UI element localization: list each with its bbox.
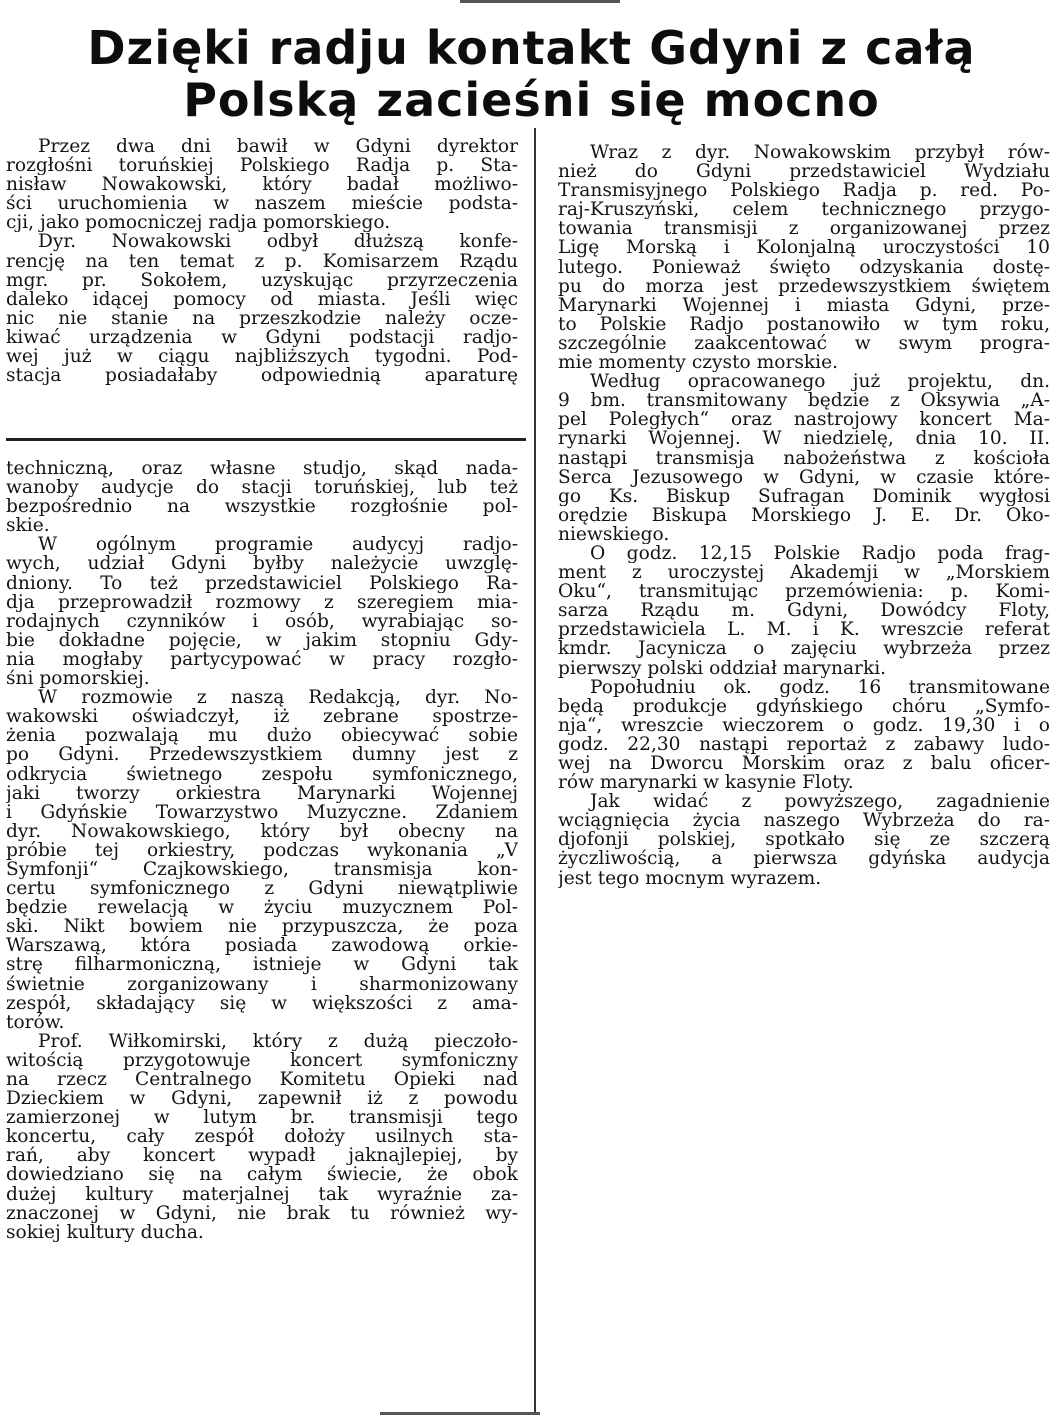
text-line: Ligę Morską i Kolonjalną uroczystości 10 xyxy=(558,238,1050,258)
text-line: szczególnie zaakcentować w swym progra- xyxy=(558,333,1050,354)
text-line: Dyr. Nowakowski odbył dłuższą konfe- xyxy=(38,232,518,252)
column-divider xyxy=(534,128,536,1413)
text-line: Marynarki Wojennej i miasta Gdyni, prze- xyxy=(558,295,1050,315)
text-line: pel Poległych“ oraz nastrojowy koncert Ma- xyxy=(558,410,1050,430)
text-line: djofonji polskiej, spotkało się ze szczerą xyxy=(558,830,1050,850)
text-line: zespół, składający się w większości z ama- xyxy=(6,993,518,1013)
text-line: odkrycia świetnego zespołu symfonicznego, xyxy=(6,764,518,784)
text-line: orędzie Biskupa Morskiego J. E. Dr. Oko- xyxy=(558,505,1050,525)
left-column xyxy=(6,137,518,385)
text-line: pierwszy polski oddział marynarki. xyxy=(558,658,887,678)
text-line: Według opracowanego już projektu, dn. xyxy=(590,372,1050,392)
print-artifact xyxy=(380,1412,540,1415)
text-line: nież do Gdyni przedstawiciel Wydziału xyxy=(558,162,1050,182)
article-headline xyxy=(0,22,1063,126)
text-line: W ogólnym programie audycyj radjo- xyxy=(38,535,518,555)
text-line: jaki tworzy orkiestra Marynarki Wojennej xyxy=(6,783,518,803)
text-line: świetnie zorganizowany i sharmonizowany xyxy=(6,974,518,994)
text-line: Popołudniu ok. godz. 16 transmitowane xyxy=(590,677,1050,697)
text-line: Oku“, transmitując przemówienia: p. Komi- xyxy=(558,582,1050,602)
text-line: Dzieckiem w Gdyni, zapewnił iż z powodu xyxy=(6,1089,518,1109)
text-line: nic nie stanie na przeszkodzie należy ocze- xyxy=(6,308,518,328)
text-line: wanoby audycje do stacji toruńskiej, lub też xyxy=(6,478,518,498)
text-line: rodajnych czynników i osób, wyrabiając so- xyxy=(6,611,518,631)
text-line: wej na Dworcu Morskim oraz z balu oficer- xyxy=(558,754,1050,774)
text-line: sokiej kultury ducha. xyxy=(6,1222,204,1242)
text-line: rozgłośni toruńskiej Polskiego Radja p. Sta- xyxy=(6,156,518,176)
text-line: dja przeprowadził rozmowy z szeregiem mia- xyxy=(6,592,518,612)
right-column xyxy=(558,143,1050,888)
text-line: przedstawiciela L. M. i K. wreszcie referat xyxy=(558,620,1050,640)
left-column-bottom-block xyxy=(6,459,518,1242)
text-line: życzliwością, a pierwsza gdyńska audycja xyxy=(558,849,1050,869)
text-line: rów marynarki w kasynie Floty. xyxy=(558,773,854,793)
text-line: będą produkcje gdyńskiego chóru „Symfo- xyxy=(558,696,1050,716)
text-line: Wraz z dyr. Nowakowskim przybył rów- xyxy=(590,143,1050,163)
text-line: godz. 22,30 nastąpi reportaż z zabawy ludo- xyxy=(558,734,1050,754)
left-column-lower xyxy=(6,459,518,1242)
text-line: nastąpi transmisja nabożeństwa z kościoła xyxy=(558,448,1050,468)
text-line: techniczną, oraz własne studjo, skąd nada- xyxy=(6,459,518,479)
text-line: bie dokładne pojęcie, w jakim stopniu Gdy- xyxy=(6,630,518,650)
text-line: mgr. pr. Sokołem, uzyskując przyrzeczenia xyxy=(6,270,518,290)
text-line: dowiedziano się na całym świecie, że obok xyxy=(6,1165,518,1185)
text-line: nia mogłaby partycypować w pracy rozgło- xyxy=(6,649,518,670)
text-line: na rzecz Centralnego Komitetu Opieki nad xyxy=(6,1070,518,1090)
right-column-block xyxy=(558,143,1050,888)
text-line: pu do morza jest przedewszystkiem świętem xyxy=(558,276,1050,296)
text-line: rynarki Wojennej. W niedzielę, dnia 10. II. xyxy=(558,429,1050,449)
text-line: lutego. Ponieważ święto odzyskania dostę- xyxy=(558,257,1050,277)
text-line: sarza Rządu m. Gdyni, Dowódcy Floty, xyxy=(558,601,1050,621)
text-line: go Ks. Biskup Sufragan Dominik wygłosi xyxy=(558,486,1050,506)
text-line: kmdr. Jacynicza o zajęciu wybrzeża przez xyxy=(558,639,1050,659)
text-line: Prof. Wiłkomirski, który z dużą pieczoło- xyxy=(38,1031,518,1051)
text-line: znaczonej w Gdyni, nie brak tu również wy- xyxy=(6,1203,518,1223)
text-line: Warszawą, która posiada zawodową orkie- xyxy=(6,936,518,956)
text-line: daleko idącej pomocy od miasta. Jeśli więc xyxy=(6,289,518,309)
text-line: to Polskie Radjo postanowiło w tym roku, xyxy=(558,314,1050,334)
text-line: wych, udział Gdyni byłby należycie uwzglę- xyxy=(6,554,518,574)
print-artifact xyxy=(460,0,620,3)
left-column-top-block xyxy=(6,137,518,385)
text-line: Transmisyjnego Polskiego Radja p. red. Po- xyxy=(558,181,1050,201)
text-line: Jak widać z powyższego, zagadnienie xyxy=(590,792,1050,812)
headline-line-2: Polską zacieśni się mocno xyxy=(183,73,880,127)
text-line: witością przygotowuje koncert symfoniczny xyxy=(6,1050,518,1070)
text-line: śni pomorskiej. xyxy=(6,669,150,689)
text-line: strę filharmoniczną, istnieje w Gdyni tak xyxy=(6,955,518,975)
text-line: próbie tej orkiestry, podczas wykonania „V xyxy=(6,840,518,860)
text-line: wciągnięcia życia naszego Wybrzeża do ra- xyxy=(558,811,1050,831)
text-line: 9 bm. transmitowany będzie z Oksywia „A- xyxy=(558,391,1050,411)
text-line: rań, aby koncert wypadł jaknajlepiej, by xyxy=(6,1146,518,1166)
text-line: koncertu, cały zespół dołoży usilnych sta- xyxy=(6,1127,518,1147)
text-line: dyr. Nowakowskiego, który był obecny na xyxy=(6,821,518,841)
text-line: towania transmisji z organizowanej przez xyxy=(558,219,1050,239)
text-line: Serca Jezusowego w Gdyni, w czasie które- xyxy=(558,467,1050,487)
text-line: zamierzonej w lutym br. transmisji tego xyxy=(6,1108,518,1128)
text-line: ment z uroczystej Akademji w „Morskiem xyxy=(558,563,1050,583)
text-line: raj-Kruszyński, celem technicznego przygo- xyxy=(558,200,1050,220)
text-line: po Gdyni. Przedewszystkiem dumny jest z xyxy=(6,745,518,765)
text-line: O godz. 12,15 Polskie Radjo poda frag- xyxy=(590,543,1050,564)
text-line: Przez dwa dni bawił w Gdyni dyrektor xyxy=(38,137,518,157)
headline-line-1: Dzięki radju kontakt Gdyni z całą xyxy=(87,21,976,75)
text-line: dużej kultury materjalnej tak wyraźnie za- xyxy=(6,1184,518,1204)
column-separator-rule xyxy=(6,438,526,441)
text-line: niewskiego. xyxy=(558,524,670,544)
text-line: torów. xyxy=(6,1012,65,1032)
text-line: będzie rewelacją w życiu muzycznem Pol- xyxy=(6,898,518,918)
text-line: rencję na ten temat z p. Komisarzem Rządu xyxy=(6,251,518,271)
text-line: cji, jako pomocniczej radja pomorskiego. xyxy=(6,213,391,233)
text-line: certu symfonicznego z Gdyni niewątpliwie xyxy=(6,879,518,899)
text-line: bezpośrednio na wszystkie rozgłośnie pol- xyxy=(6,497,518,517)
text-line: ski. Nikt bowiem nie przypuszcza, że poza xyxy=(6,917,518,937)
text-line: nja“, wreszcie wieczorem o godz. 19,30 i o xyxy=(558,715,1050,735)
text-line: W rozmowie z naszą Redakcją, dyr. No- xyxy=(38,688,518,708)
text-line: i Gdyńskie Towarzystwo Muzyczne. Zdaniem xyxy=(6,802,518,822)
text-line: wej już w ciągu najbliższych tygodni. Pod- xyxy=(6,347,518,367)
text-line: skie. xyxy=(6,516,50,536)
text-line: jest tego mocnym wyrazem. xyxy=(558,868,822,888)
text-line: Symfonji“ Czajkowskiego, transmisja kon- xyxy=(6,859,518,880)
text-line: kiwać urządzenia w Gdyni podstacji radjo- xyxy=(6,327,518,348)
text-line: ści uruchomienia w naszem mieście podsta- xyxy=(6,194,518,214)
text-line: żenia pozwalają mu dużo obiecywać sobie xyxy=(6,726,518,746)
text-line: wakowski oświadczył, iż zebrane spostrze- xyxy=(6,707,518,727)
text-line: stacja posiadałaby odpowiednią aparaturę xyxy=(6,366,518,386)
text-line: nisław Nowakowski, który badał możliwo- xyxy=(6,175,518,195)
text-line: dniony. To też przedstawiciel Polskiego Ra- xyxy=(6,573,518,593)
text-line: mie momenty czysto morskie. xyxy=(558,353,839,373)
